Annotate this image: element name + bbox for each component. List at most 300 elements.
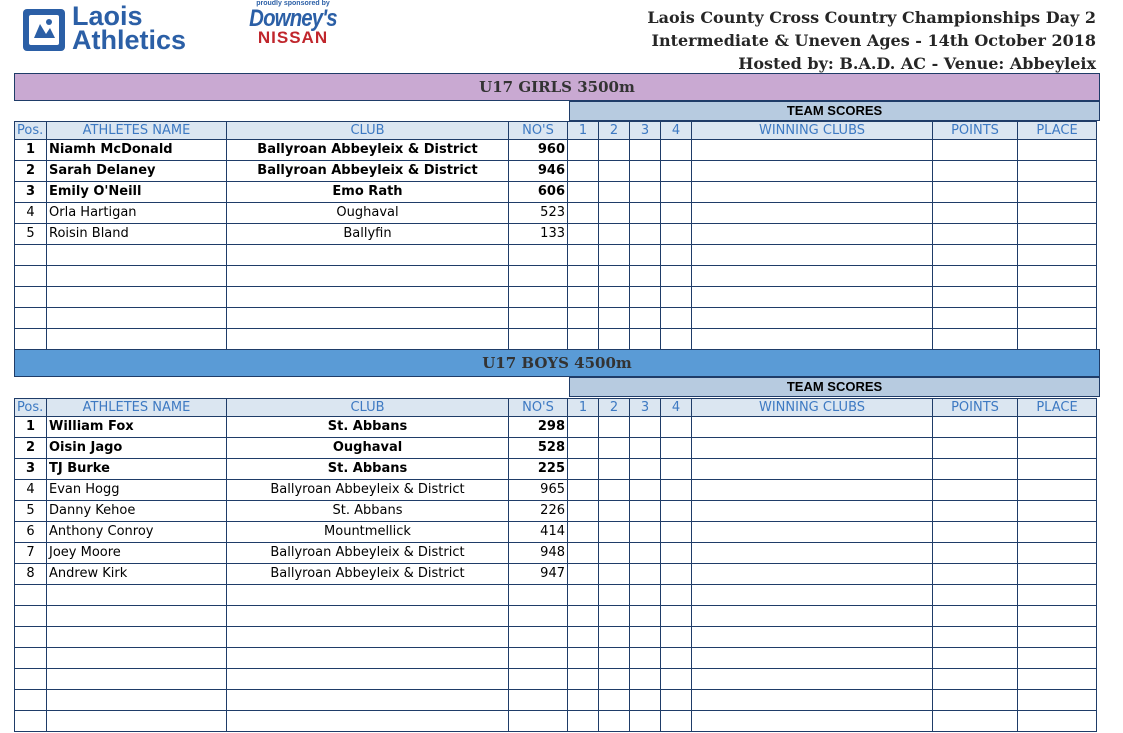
cell-no: 133 bbox=[509, 224, 568, 245]
cell-score-3 bbox=[630, 329, 661, 350]
cell-pts bbox=[933, 438, 1018, 459]
cell-score-3 bbox=[630, 224, 661, 245]
table-row bbox=[15, 182, 1097, 203]
cell-score-4 bbox=[661, 438, 692, 459]
cell-score-4 bbox=[661, 669, 692, 690]
cell-score-1 bbox=[568, 564, 599, 585]
cell-pts bbox=[933, 480, 1018, 501]
cell-score-2 bbox=[599, 690, 630, 711]
cell-score-1 bbox=[568, 438, 599, 459]
cell-no: 946 bbox=[509, 161, 568, 182]
cell-score-4 bbox=[661, 417, 692, 438]
cell-pts bbox=[933, 669, 1018, 690]
cell-no: 298 bbox=[509, 417, 568, 438]
cell-pts bbox=[933, 711, 1018, 732]
cell-score-1 bbox=[568, 459, 599, 480]
cell-pos: 5 bbox=[15, 501, 47, 522]
column-header-s1: 1 bbox=[568, 122, 599, 140]
cell-name: Danny Kehoe bbox=[47, 501, 227, 522]
table-row bbox=[15, 627, 1097, 648]
cell-no bbox=[509, 287, 568, 308]
cell-score-1 bbox=[568, 182, 599, 203]
cell-score-2 bbox=[599, 417, 630, 438]
column-header-name: ATHLETES NAME bbox=[47, 122, 227, 140]
cell-name bbox=[47, 308, 227, 329]
event-titles bbox=[647, 6, 1096, 75]
laois-crest-icon bbox=[22, 8, 66, 52]
cell-pos: 1 bbox=[15, 140, 47, 161]
cell-club bbox=[227, 648, 509, 669]
cell-no bbox=[509, 308, 568, 329]
table-row bbox=[15, 266, 1097, 287]
cell-score-1 bbox=[568, 161, 599, 182]
cell-no: 226 bbox=[509, 501, 568, 522]
table-row bbox=[15, 140, 1097, 161]
cell-name bbox=[47, 627, 227, 648]
cell-score-1 bbox=[568, 224, 599, 245]
cell-win bbox=[692, 287, 933, 308]
cell-name: Sarah Delaney bbox=[47, 161, 227, 182]
cell-club: St. Abbans bbox=[227, 459, 509, 480]
cell-win bbox=[692, 711, 933, 732]
cell-plc bbox=[1018, 308, 1097, 329]
cell-plc bbox=[1018, 140, 1097, 161]
cell-plc bbox=[1018, 287, 1097, 308]
cell-win bbox=[692, 585, 933, 606]
cell-name: Oisin Jago bbox=[47, 438, 227, 459]
cell-win bbox=[692, 690, 933, 711]
cell-score-1 bbox=[568, 648, 599, 669]
cell-score-4 bbox=[661, 627, 692, 648]
table-header-row bbox=[15, 122, 1097, 140]
cell-score-2 bbox=[599, 585, 630, 606]
cell-win bbox=[692, 564, 933, 585]
column-header-s4: 4 bbox=[661, 399, 692, 417]
cell-win bbox=[692, 606, 933, 627]
cell-win bbox=[692, 140, 933, 161]
cell-club bbox=[227, 690, 509, 711]
cell-score-2 bbox=[599, 266, 630, 287]
cell-plc bbox=[1018, 224, 1097, 245]
cell-pts bbox=[933, 287, 1018, 308]
column-header-no: NO'S bbox=[509, 122, 568, 140]
cell-pos bbox=[15, 711, 47, 732]
cell-score-3 bbox=[630, 417, 661, 438]
cell-pts bbox=[933, 543, 1018, 564]
cell-score-2 bbox=[599, 287, 630, 308]
cell-pts bbox=[933, 417, 1018, 438]
cell-pos: 8 bbox=[15, 564, 47, 585]
section-title-boys: U17 BOYS 4500m bbox=[14, 349, 1100, 377]
cell-score-1 bbox=[568, 543, 599, 564]
cell-no bbox=[509, 711, 568, 732]
cell-score-3 bbox=[630, 161, 661, 182]
cell-club bbox=[227, 329, 509, 350]
cell-score-3 bbox=[630, 140, 661, 161]
cell-score-1 bbox=[568, 711, 599, 732]
cell-name bbox=[47, 606, 227, 627]
column-header-s3: 3 bbox=[630, 399, 661, 417]
cell-pos: 2 bbox=[15, 438, 47, 459]
column-header-s1: 1 bbox=[568, 399, 599, 417]
cell-win bbox=[692, 161, 933, 182]
cell-score-1 bbox=[568, 287, 599, 308]
cell-no bbox=[509, 585, 568, 606]
cell-club: St. Abbans bbox=[227, 501, 509, 522]
cell-no: 523 bbox=[509, 203, 568, 224]
cell-pos bbox=[15, 627, 47, 648]
cell-score-2 bbox=[599, 140, 630, 161]
cell-no: 225 bbox=[509, 459, 568, 480]
column-header-points: POINTS bbox=[933, 122, 1018, 140]
cell-club: Ballyroan Abbeyleix & District bbox=[227, 161, 509, 182]
table-row bbox=[15, 648, 1097, 669]
cell-pos: 3 bbox=[15, 182, 47, 203]
cell-pos: 3 bbox=[15, 459, 47, 480]
cell-pos bbox=[15, 669, 47, 690]
cell-club: Emo Rath bbox=[227, 182, 509, 203]
cell-win bbox=[692, 224, 933, 245]
cell-score-4 bbox=[661, 522, 692, 543]
table-row bbox=[15, 329, 1097, 350]
cell-plc bbox=[1018, 585, 1097, 606]
cell-plc bbox=[1018, 648, 1097, 669]
cell-name: Andrew Kirk bbox=[47, 564, 227, 585]
cell-name: Roisin Bland bbox=[47, 224, 227, 245]
cell-score-3 bbox=[630, 627, 661, 648]
cell-pts bbox=[933, 245, 1018, 266]
cell-plc bbox=[1018, 501, 1097, 522]
table-row bbox=[15, 543, 1097, 564]
section-title-girls: U17 GIRLS 3500m bbox=[14, 73, 1100, 101]
cell-pos bbox=[15, 585, 47, 606]
cell-pts bbox=[933, 224, 1018, 245]
cell-plc bbox=[1018, 329, 1097, 350]
table-row bbox=[15, 203, 1097, 224]
table-row bbox=[15, 287, 1097, 308]
cell-score-4 bbox=[661, 501, 692, 522]
table-row bbox=[15, 669, 1097, 690]
cell-score-2 bbox=[599, 648, 630, 669]
cell-win bbox=[692, 266, 933, 287]
cell-score-2 bbox=[599, 480, 630, 501]
cell-name bbox=[47, 669, 227, 690]
column-header-points: POINTS bbox=[933, 399, 1018, 417]
cell-pts bbox=[933, 522, 1018, 543]
cell-score-4 bbox=[661, 480, 692, 501]
cell-club: Mountmellick bbox=[227, 522, 509, 543]
cell-name bbox=[47, 287, 227, 308]
cell-score-4 bbox=[661, 711, 692, 732]
table-row bbox=[15, 690, 1097, 711]
table-row bbox=[15, 161, 1097, 182]
cell-club: Oughaval bbox=[227, 203, 509, 224]
cell-plc bbox=[1018, 161, 1097, 182]
cell-score-1 bbox=[568, 627, 599, 648]
column-header-club: CLUB bbox=[227, 399, 509, 417]
cell-plc bbox=[1018, 564, 1097, 585]
cell-name: TJ Burke bbox=[47, 459, 227, 480]
cell-club bbox=[227, 627, 509, 648]
cell-no: 414 bbox=[509, 522, 568, 543]
cell-score-1 bbox=[568, 480, 599, 501]
cell-pts bbox=[933, 585, 1018, 606]
column-header-place: PLACE bbox=[1018, 399, 1097, 417]
cell-pts bbox=[933, 140, 1018, 161]
cell-score-1 bbox=[568, 245, 599, 266]
girls-results-table bbox=[14, 121, 1097, 350]
table-row bbox=[15, 224, 1097, 245]
cell-score-3 bbox=[630, 669, 661, 690]
cell-score-3 bbox=[630, 564, 661, 585]
cell-score-4 bbox=[661, 245, 692, 266]
cell-win bbox=[692, 329, 933, 350]
cell-no bbox=[509, 606, 568, 627]
cell-pts bbox=[933, 182, 1018, 203]
cell-score-3 bbox=[630, 501, 661, 522]
cell-name bbox=[47, 711, 227, 732]
cell-no bbox=[509, 648, 568, 669]
cell-score-4 bbox=[661, 287, 692, 308]
cell-name: Emily O'Neill bbox=[47, 182, 227, 203]
cell-name: Anthony Conroy bbox=[47, 522, 227, 543]
cell-club: Ballyroan Abbeyleix & District bbox=[227, 480, 509, 501]
cell-plc bbox=[1018, 480, 1097, 501]
cell-win bbox=[692, 627, 933, 648]
cell-score-3 bbox=[630, 585, 661, 606]
cell-name bbox=[47, 585, 227, 606]
cell-club: Ballyroan Abbeyleix & District bbox=[227, 140, 509, 161]
cell-score-2 bbox=[599, 245, 630, 266]
cell-no: 965 bbox=[509, 480, 568, 501]
table-row bbox=[15, 501, 1097, 522]
cell-score-4 bbox=[661, 648, 692, 669]
cell-pos bbox=[15, 690, 47, 711]
cell-score-2 bbox=[599, 224, 630, 245]
cell-no bbox=[509, 266, 568, 287]
cell-win bbox=[692, 669, 933, 690]
cell-plc bbox=[1018, 417, 1097, 438]
cell-score-3 bbox=[630, 690, 661, 711]
cell-score-1 bbox=[568, 606, 599, 627]
column-header-pos: Pos. bbox=[15, 399, 47, 417]
cell-pts bbox=[933, 690, 1018, 711]
boys-results-table bbox=[14, 398, 1097, 732]
cell-no bbox=[509, 245, 568, 266]
table-row bbox=[15, 245, 1097, 266]
cell-plc bbox=[1018, 627, 1097, 648]
cell-club bbox=[227, 585, 509, 606]
cell-pos bbox=[15, 606, 47, 627]
team-scores-label: TEAM SCORES bbox=[569, 101, 1100, 121]
cell-pts bbox=[933, 627, 1018, 648]
cell-pts bbox=[933, 648, 1018, 669]
cell-no bbox=[509, 690, 568, 711]
cell-pts bbox=[933, 308, 1018, 329]
cell-plc bbox=[1018, 182, 1097, 203]
cell-club bbox=[227, 308, 509, 329]
cell-plc bbox=[1018, 266, 1097, 287]
table-row bbox=[15, 438, 1097, 459]
cell-pos: 6 bbox=[15, 522, 47, 543]
cell-pts bbox=[933, 459, 1018, 480]
cell-win bbox=[692, 648, 933, 669]
cell-no: 947 bbox=[509, 564, 568, 585]
column-header-place: PLACE bbox=[1018, 122, 1097, 140]
cell-score-2 bbox=[599, 606, 630, 627]
cell-score-2 bbox=[599, 308, 630, 329]
title-line3: Hosted by: B.A.D. AC - Venue: Abbeyleix bbox=[738, 54, 1096, 73]
cell-plc bbox=[1018, 245, 1097, 266]
sponsor-name: Downey's bbox=[249, 5, 337, 32]
cell-plc bbox=[1018, 203, 1097, 224]
cell-score-2 bbox=[599, 627, 630, 648]
cell-score-4 bbox=[661, 606, 692, 627]
cell-plc bbox=[1018, 522, 1097, 543]
cell-score-3 bbox=[630, 711, 661, 732]
table-row bbox=[15, 606, 1097, 627]
sponsor-brand: NISSAN bbox=[257, 28, 329, 47]
cell-score-4 bbox=[661, 140, 692, 161]
cell-score-3 bbox=[630, 266, 661, 287]
column-header-winning: WINNING CLUBS bbox=[692, 399, 933, 417]
cell-pos bbox=[15, 266, 47, 287]
cell-score-3 bbox=[630, 438, 661, 459]
logo-line2: Athletics bbox=[72, 25, 187, 55]
cell-pos bbox=[15, 287, 47, 308]
cell-pos: 7 bbox=[15, 543, 47, 564]
cell-name bbox=[47, 266, 227, 287]
cell-pts bbox=[933, 564, 1018, 585]
logo-line1: Laois bbox=[72, 1, 143, 31]
cell-plc bbox=[1018, 690, 1097, 711]
cell-score-2 bbox=[599, 459, 630, 480]
cell-score-4 bbox=[661, 543, 692, 564]
cell-score-1 bbox=[568, 501, 599, 522]
cell-score-3 bbox=[630, 543, 661, 564]
cell-win bbox=[692, 543, 933, 564]
cell-score-2 bbox=[599, 438, 630, 459]
cell-club bbox=[227, 711, 509, 732]
column-header-club: CLUB bbox=[227, 122, 509, 140]
title-line1: Laois County Cross Country Championships Day 2 bbox=[647, 8, 1096, 27]
cell-score-2 bbox=[599, 182, 630, 203]
title-line2: Intermediate & Uneven Ages - 14th October 2018 bbox=[651, 31, 1096, 50]
cell-no bbox=[509, 627, 568, 648]
cell-score-2 bbox=[599, 564, 630, 585]
cell-pos: 2 bbox=[15, 161, 47, 182]
cell-name: Joey Moore bbox=[47, 543, 227, 564]
cell-pts bbox=[933, 266, 1018, 287]
cell-score-2 bbox=[599, 669, 630, 690]
cell-score-4 bbox=[661, 161, 692, 182]
cell-score-3 bbox=[630, 287, 661, 308]
cell-pos: 1 bbox=[15, 417, 47, 438]
cell-pts bbox=[933, 501, 1018, 522]
cell-win bbox=[692, 522, 933, 543]
cell-pos: 5 bbox=[15, 224, 47, 245]
cell-pos: 4 bbox=[15, 203, 47, 224]
cell-score-2 bbox=[599, 329, 630, 350]
cell-win bbox=[692, 501, 933, 522]
cell-pos bbox=[15, 329, 47, 350]
cell-win bbox=[692, 480, 933, 501]
cell-club bbox=[227, 669, 509, 690]
column-header-name: ATHLETES NAME bbox=[47, 399, 227, 417]
team-scores-label: TEAM SCORES bbox=[569, 377, 1100, 397]
cell-club bbox=[227, 266, 509, 287]
column-header-no: NO'S bbox=[509, 399, 568, 417]
cell-no bbox=[509, 669, 568, 690]
table-row bbox=[15, 711, 1097, 732]
cell-score-1 bbox=[568, 329, 599, 350]
table-row bbox=[15, 459, 1097, 480]
cell-pts bbox=[933, 161, 1018, 182]
cell-no: 606 bbox=[509, 182, 568, 203]
column-header-s2: 2 bbox=[599, 122, 630, 140]
column-header-s2: 2 bbox=[599, 399, 630, 417]
cell-win bbox=[692, 438, 933, 459]
cell-club bbox=[227, 287, 509, 308]
cell-score-2 bbox=[599, 711, 630, 732]
cell-plc bbox=[1018, 438, 1097, 459]
cell-score-4 bbox=[661, 266, 692, 287]
cell-pts bbox=[933, 329, 1018, 350]
cell-plc bbox=[1018, 711, 1097, 732]
cell-name bbox=[47, 245, 227, 266]
column-header-s4: 4 bbox=[661, 122, 692, 140]
sponsor-caption: proudly sponsored by bbox=[256, 0, 330, 7]
cell-score-2 bbox=[599, 161, 630, 182]
cell-score-1 bbox=[568, 417, 599, 438]
cell-score-1 bbox=[568, 140, 599, 161]
cell-score-4 bbox=[661, 329, 692, 350]
cell-club: Oughaval bbox=[227, 438, 509, 459]
cell-name bbox=[47, 648, 227, 669]
cell-name: Orla Hartigan bbox=[47, 203, 227, 224]
cell-score-2 bbox=[599, 543, 630, 564]
table-header-row bbox=[15, 399, 1097, 417]
cell-name bbox=[47, 329, 227, 350]
column-header-s3: 3 bbox=[630, 122, 661, 140]
cell-no: 960 bbox=[509, 140, 568, 161]
cell-score-1 bbox=[568, 308, 599, 329]
cell-score-4 bbox=[661, 690, 692, 711]
cell-pos bbox=[15, 245, 47, 266]
cell-club: Ballyfin bbox=[227, 224, 509, 245]
cell-club bbox=[227, 245, 509, 266]
cell-pts bbox=[933, 606, 1018, 627]
cell-club bbox=[227, 606, 509, 627]
column-header-pos: Pos. bbox=[15, 122, 47, 140]
cell-score-3 bbox=[630, 245, 661, 266]
cell-score-1 bbox=[568, 522, 599, 543]
cell-win bbox=[692, 203, 933, 224]
table-row bbox=[15, 522, 1097, 543]
cell-score-3 bbox=[630, 606, 661, 627]
cell-no: 528 bbox=[509, 438, 568, 459]
cell-win bbox=[692, 182, 933, 203]
cell-score-2 bbox=[599, 501, 630, 522]
cell-name: Evan Hogg bbox=[47, 480, 227, 501]
sponsor-logo bbox=[228, 0, 358, 46]
cell-score-2 bbox=[599, 522, 630, 543]
cell-score-4 bbox=[661, 564, 692, 585]
cell-club: St. Abbans bbox=[227, 417, 509, 438]
cell-score-1 bbox=[568, 585, 599, 606]
table-row bbox=[15, 417, 1097, 438]
table-row bbox=[15, 308, 1097, 329]
